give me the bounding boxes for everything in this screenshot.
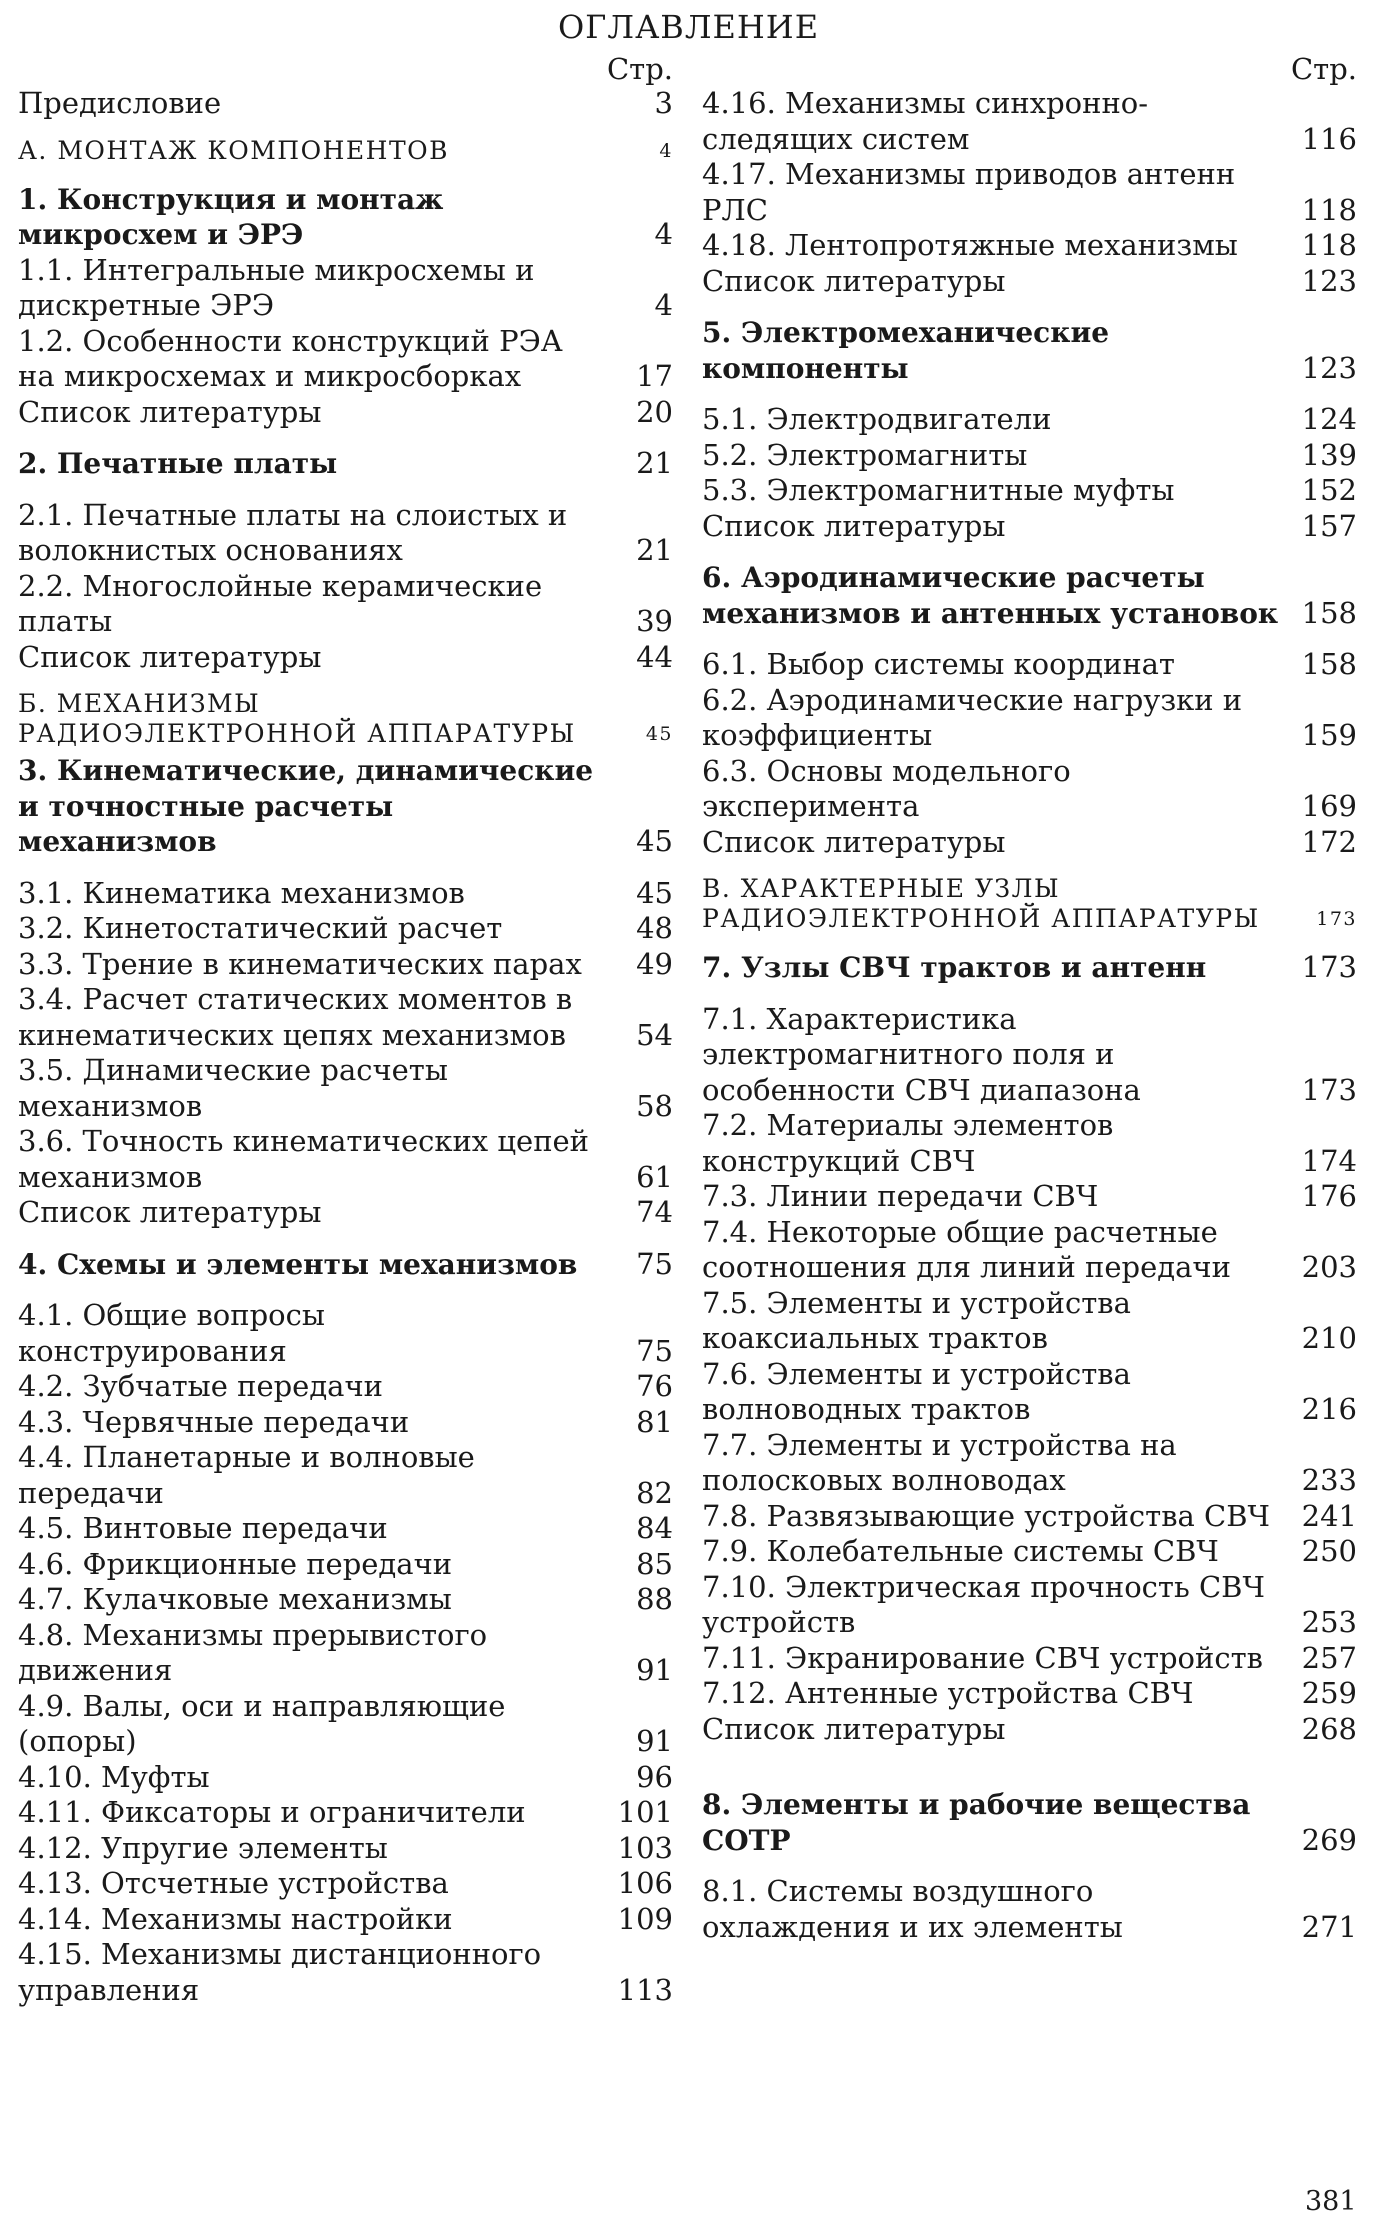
toc-entry-page: 49 (636, 946, 673, 981)
toc-entry (702, 1676, 1357, 1712)
toc-entry-page: 203 (1301, 1250, 1357, 1284)
toc-entry-page: 96 (636, 1759, 673, 1794)
toc-entry (702, 1499, 1357, 1535)
toc-entry-title: 3.3. Трение в кинематических парах (18, 946, 582, 981)
toc-entry (702, 264, 1357, 300)
toc-entry-page: 4 (654, 288, 673, 322)
toc-entry (18, 1369, 673, 1405)
toc-entry (702, 1874, 1357, 1945)
toc-entry-page: 116 (1301, 121, 1357, 156)
toc-entry (702, 1286, 1357, 1357)
toc-entry (18, 1511, 673, 1547)
toc-part (702, 874, 1357, 934)
toc-entry (18, 1618, 673, 1689)
toc-entry-title: 7.5. Элементы и устройства коаксиальных трактов (702, 1285, 1131, 1355)
toc-entry (702, 1215, 1357, 1286)
toc-entry-page: 39 (636, 604, 673, 638)
toc-entry-page: 173 (1301, 1072, 1357, 1107)
toc-entry-title: 7.4. Некоторые общие расчетные соотношения для линий передачи (702, 1214, 1231, 1284)
toc-entry-title: 7.1. Характеристика электромагнитного поля и особенности СВЧ диапазона (702, 1001, 1141, 1107)
toc-entry-page: 109 (617, 1901, 673, 1936)
toc-entry (18, 947, 673, 983)
toc-entry-title: Список литературы (702, 824, 1006, 859)
toc-entry-title: 4.8. Механизмы прерывистого движения (18, 1617, 488, 1687)
toc-entry-title: 4.3. Червячные передачи (18, 1404, 410, 1439)
toc-entry-title: 4.11. Фиксаторы и ограничители (18, 1795, 526, 1829)
toc-entry-title: 3. Кинематические, динамические и точностные расчеты механизмов (18, 754, 594, 858)
toc-entry-page: 21 (636, 446, 673, 480)
toc-entry-page: 268 (1301, 1711, 1357, 1746)
toc-entry-page: 54 (636, 1017, 673, 1052)
toc-entry-page: 48 (636, 911, 673, 945)
toc-entry-page: 118 (1301, 192, 1357, 227)
toc-entry-page: 88 (636, 1582, 673, 1616)
toc-entry-page: 103 (617, 1830, 673, 1865)
toc-entry-page: 152 (1301, 473, 1357, 507)
toc-entry-page: 20 (636, 394, 673, 429)
toc-entry (18, 1124, 673, 1195)
toc-entry-title: 5.2. Электромагниты (702, 437, 1028, 472)
toc-entry-page: 75 (636, 1246, 673, 1281)
toc-entry-title: 5.1. Электродвигатели (702, 402, 1052, 436)
toc-entry-page: 76 (636, 1369, 673, 1403)
toc-entry-page: 91 (636, 1653, 673, 1687)
toc-entry-title: 4.16. Механизмы синхронно-следящих систем (702, 86, 1149, 156)
toc-entry-page: 259 (1301, 1676, 1357, 1710)
toc-entry-title: А. МОНТАЖ КОМПОНЕНТОВ (18, 135, 449, 165)
toc-entry-title: 4.4. Планетарные и волновые передачи (18, 1440, 475, 1510)
page-footer-number: 381 (1305, 2186, 1357, 2217)
toc-entry (18, 1547, 673, 1583)
toc-entry-page: 118 (1301, 228, 1357, 262)
page-column-label: Стр. (606, 52, 673, 86)
toc-entry (702, 647, 1357, 683)
toc-entry (702, 1002, 1357, 1109)
toc-entry-page: 45 (645, 723, 673, 745)
toc-entry-page: 269 (1301, 1822, 1357, 1857)
toc-entry (18, 1405, 673, 1441)
toc-entry-page: 61 (636, 1159, 673, 1194)
toc-chapter (18, 753, 673, 860)
toc-entry-title: Список литературы (18, 639, 322, 674)
toc-entry-page: 210 (1301, 1321, 1357, 1355)
toc-entry (702, 1179, 1357, 1215)
toc-entry-page: 250 (1301, 1534, 1357, 1568)
toc-entry-title: 4.6. Фрикционные передачи (18, 1546, 453, 1581)
toc-entry-title: 4.1. Общие вопросы конструирования (18, 1298, 325, 1368)
toc-entry (702, 825, 1357, 861)
toc-entry-title: 8.1. Системы воздушного охлаждения и их элементы (702, 1874, 1123, 1944)
toc-entry-title: 7.2. Материалы элементов конструкций СВЧ (702, 1108, 1114, 1178)
toc-chapter (18, 1247, 673, 1283)
toc-entry (18, 498, 673, 569)
toc-entry-page: 75 (636, 1333, 673, 1368)
toc-entry-title: 4.2. Зубчатые передачи (18, 1369, 383, 1403)
toc-chapter (702, 560, 1357, 631)
toc-entry-title: 5.3. Электромагнитные муфты (702, 473, 1175, 507)
toc-entry-page: 44 (636, 639, 673, 674)
toc-chapter (702, 1787, 1357, 1858)
toc-entry-page: 21 (636, 533, 673, 567)
toc-entry-title: 7.12. Антенные устройства СВЧ (702, 1676, 1194, 1710)
toc-entry-page: 158 (1301, 595, 1357, 630)
toc-entry-page: 4 (654, 217, 673, 251)
toc-entry (18, 640, 673, 676)
toc-entry (18, 1689, 673, 1760)
toc-entry (18, 911, 673, 947)
toc-chapter (18, 446, 673, 482)
toc-entry-title: Список литературы (702, 1711, 1006, 1746)
toc-entry-page: 123 (1301, 350, 1357, 385)
toc-entry-page: 113 (617, 1972, 673, 2007)
toc-entry-title: 3.5. Динамические расчеты механизмов (18, 1053, 448, 1123)
toc-entry-title: 4.14. Механизмы настройки (18, 1901, 453, 1936)
toc-entry-title: 1.2. Особенности конструкций РЭА на микросхемах и микросборках (18, 323, 563, 393)
toc-entry (18, 1831, 673, 1867)
toc-entry-title: 4. Схемы и элементы механизмов (18, 1247, 578, 1281)
toc-entry (18, 1760, 673, 1796)
toc-entry-title: 7.6. Элементы и устройства волноводных трактов (702, 1356, 1131, 1426)
toc-entry (18, 1440, 673, 1511)
toc-entry-title: 4.15. Механизмы дистанционного управления (18, 1937, 542, 2007)
toc-entry-title: Список литературы (702, 508, 1006, 543)
toc-entry (18, 1795, 673, 1831)
toc-left-column (18, 52, 673, 2008)
toc-entry-title: 4.10. Муфты (18, 1759, 210, 1794)
toc-entry-title: 7.10. Электрическая прочность СВЧ устройств (702, 1569, 1265, 1639)
toc-entry-page: 124 (1301, 402, 1357, 436)
toc-entry-title: 3.4. Расчет статических моментов в кинематических цепях механизмов (18, 982, 573, 1052)
toc-entry (702, 509, 1357, 545)
toc-entry-page: 216 (1301, 1392, 1357, 1426)
toc-entry-title: 2.1. Печатные платы на слоистых и волокнистых основаниях (18, 497, 568, 567)
toc-entry-page: 257 (1301, 1640, 1357, 1675)
toc-entry (702, 1108, 1357, 1179)
toc-entry-title: 4.9. Валы, оси и направляющие (опоры) (18, 1688, 506, 1758)
toc-entry (702, 402, 1357, 438)
toc-entry-title: 1. Конструкция и монтаж микросхем и ЭРЭ (18, 182, 444, 251)
toc-entry (18, 876, 673, 912)
toc-entry (702, 754, 1357, 825)
toc-entry (18, 86, 673, 122)
toc-chapter (702, 950, 1357, 986)
toc-entry-page: 158 (1301, 647, 1357, 681)
toc-entry-title: 4.7. Кулачковые механизмы (18, 1582, 452, 1616)
toc-entry-title: 5. Электромеханические компоненты (702, 316, 1110, 385)
toc-entry-title: 3.1. Кинематика механизмов (18, 875, 465, 910)
toc-entry-page: 85 (636, 1546, 673, 1581)
toc-entry (702, 473, 1357, 509)
toc-entry-title: 7.9. Колебательные системы СВЧ (702, 1534, 1219, 1568)
toc-entry-title: 2.2. Многослойные керамические платы (18, 568, 543, 638)
toc-part (18, 689, 673, 749)
toc-entry-page: 4 (659, 139, 673, 162)
toc-entry (702, 1534, 1357, 1570)
toc-entry (18, 395, 673, 431)
toc-entry-title: 6.2. Аэродинамические нагрузки и коэффициенты (702, 682, 1243, 752)
toc-entry-page: 17 (636, 359, 673, 393)
toc-entry (702, 1428, 1357, 1499)
toc-entry-page: 159 (1301, 718, 1357, 752)
toc-entry (18, 253, 673, 324)
toc-entry (702, 228, 1357, 264)
toc-entry (702, 1357, 1357, 1428)
toc-entry-page: 58 (636, 1088, 673, 1123)
toc-entry-page: 176 (1301, 1179, 1357, 1213)
toc-entry-page: 74 (636, 1195, 673, 1229)
toc-entry-page: 172 (1301, 824, 1357, 859)
toc-entry (18, 1582, 673, 1618)
toc-entry-page: 173 (1301, 950, 1357, 984)
toc-entry (18, 1902, 673, 1938)
toc-entry (18, 1195, 673, 1231)
toc-entry-title: 4.13. Отсчетные устройства (18, 1866, 449, 1900)
toc-entry-title: 3.6. Точность кинематических цепей механизмов (18, 1124, 590, 1194)
toc-entry-title: 7. Узлы СВЧ трактов и антенн (702, 951, 1207, 984)
toc-entry-title: 6. Аэродинамические расчеты механизмов и антенных установок (702, 561, 1279, 630)
toc-entry-page: 82 (636, 1475, 673, 1510)
toc-entry-page: 169 (1301, 789, 1357, 823)
toc-entry-title: Б. МЕХАНИЗМЫ РАДИОЭЛЕКТРОННОЙ АППАРАТУРЫ (18, 689, 576, 748)
toc-entry-page: 241 (1301, 1498, 1357, 1533)
toc-entry (702, 1712, 1357, 1748)
toc-entry (18, 1053, 673, 1124)
toc-chapter (702, 315, 1357, 386)
toc-entry (18, 324, 673, 395)
toc-entry-title: Список литературы (18, 1195, 322, 1229)
toc-entry-page: 3 (654, 86, 673, 120)
toc-entry (702, 683, 1357, 754)
toc-entry (18, 1298, 673, 1369)
toc-entry (702, 157, 1357, 228)
toc-entry-title: 8. Элементы и рабочие вещества СОТР (702, 1788, 1251, 1857)
toc-entry-title: 7.8. Развязывающие устройства СВЧ (702, 1498, 1270, 1533)
toc-entry (18, 1866, 673, 1902)
toc-entry (702, 438, 1357, 474)
toc-entry-title: 7.3. Линии передачи СВЧ (702, 1179, 1099, 1213)
toc-entry-page: 139 (1301, 437, 1357, 472)
toc-entry-title: 4.18. Лентопротяжные механизмы (702, 228, 1238, 262)
toc-entry (18, 1937, 673, 2008)
toc-entry-title: 4.17. Механизмы приводов антенн РЛС (702, 157, 1236, 227)
toc-entry-title: 1.1. Интегральные микросхемы и дискретные ЭРЭ (18, 252, 535, 322)
toc-entry-page: 91 (636, 1724, 673, 1758)
toc-entry-title: Список литературы (702, 263, 1006, 298)
toc-entry-title: 4.5. Винтовые передачи (18, 1511, 388, 1545)
toc-entry (702, 1641, 1357, 1677)
toc-entry-page: 174 (1301, 1143, 1357, 1178)
toc-entry-page: 84 (636, 1511, 673, 1545)
toc-entry-title: 3.2. Кинетостатический расчет (18, 911, 503, 945)
toc-entry-page: 106 (617, 1866, 673, 1900)
toc-entry-page: 81 (636, 1404, 673, 1439)
toc-entry-page: 101 (617, 1795, 673, 1829)
toc-entry-page: 271 (1301, 1909, 1357, 1944)
toc-entry-title: Список литературы (18, 394, 322, 429)
toc-entry-title: 7.11. Экранирование СВЧ устройств (702, 1640, 1263, 1675)
toc-entry-title: В. ХАРАКТЕРНЫЕ УЗЛЫ РАДИОЭЛЕКТРОННОЙ АППАРАТУРЫ (702, 874, 1260, 933)
toc-part (18, 136, 673, 166)
toc-entry-title: 7.7. Элементы и устройства на полосковых волноводах (702, 1427, 1177, 1497)
toc-entry-page: 233 (1301, 1463, 1357, 1497)
page-column-label: Стр. (1290, 52, 1357, 86)
toc-entry-title: 6.1. Выбор системы координат (702, 647, 1175, 681)
toc-right-column (702, 52, 1357, 1945)
toc-entry (18, 982, 673, 1053)
toc-entry-title: 6.3. Основы модельного эксперимента (702, 753, 1071, 823)
toc-entry-title: Предисловие (18, 86, 222, 120)
toc-chapter (18, 182, 673, 253)
toc-entry-page: 123 (1301, 263, 1357, 298)
toc-entry-page: 173 (1316, 908, 1357, 930)
toc-entry-page: 253 (1301, 1605, 1357, 1639)
toc-entry-page: 45 (636, 875, 673, 910)
toc-entry-page: 45 (636, 824, 673, 858)
page-title: ОГЛАВЛЕНИЕ (557, 8, 820, 46)
toc-entry (702, 1570, 1357, 1641)
toc-entry (702, 86, 1357, 157)
toc-entry-title: 2. Печатные платы (18, 447, 338, 480)
toc-entry-title: 4.12. Упругие элементы (18, 1830, 388, 1865)
toc-entry (18, 569, 673, 640)
toc-entry-page: 157 (1301, 508, 1357, 543)
